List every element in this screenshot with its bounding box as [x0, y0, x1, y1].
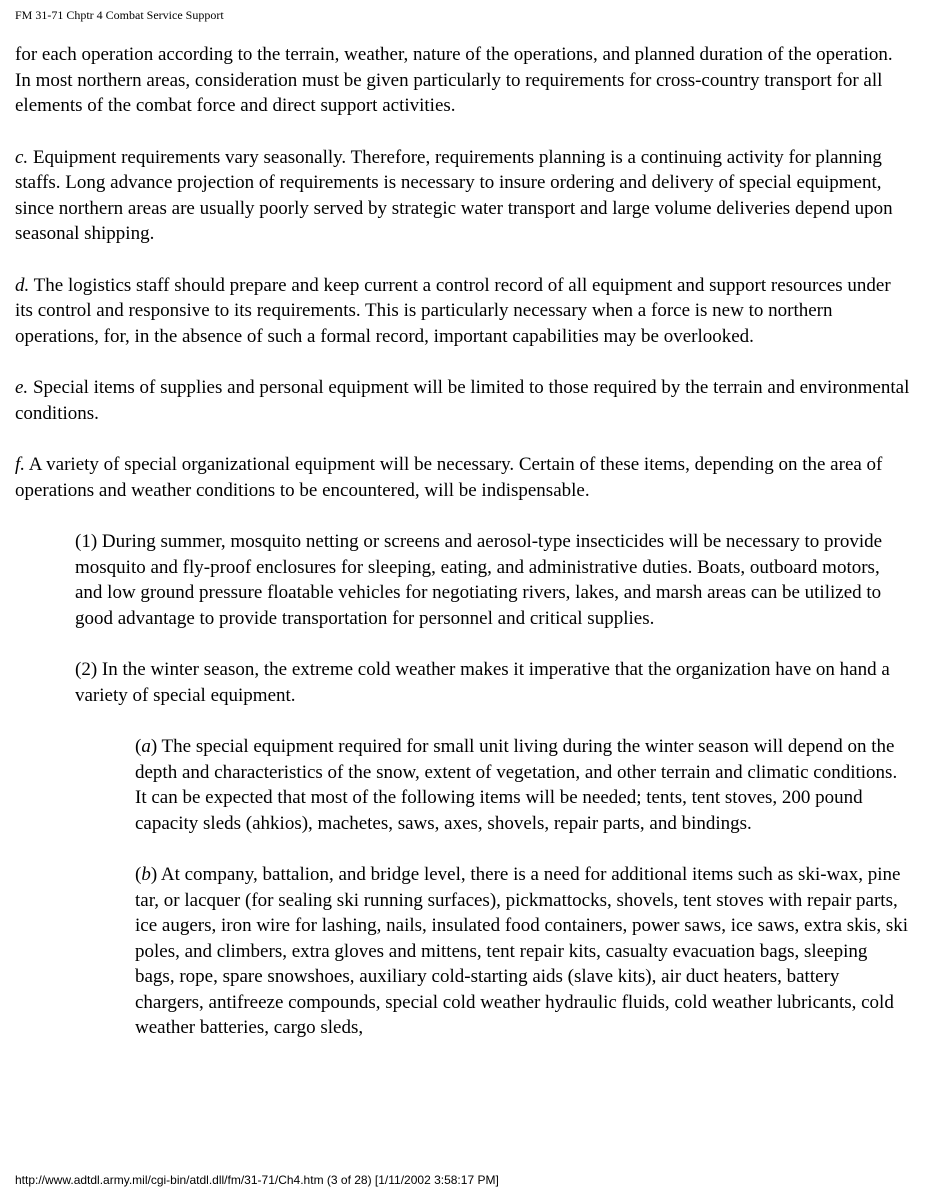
- paragraph-marker: b: [141, 864, 151, 885]
- paragraph-text: ) At company, battalion, and bridge level, there is a need for additional items such as ski-wax, pine tar, or lacquer (for sealing ski running surfaces), pickmattocks, shovels, tent stoves with repair parts, ice augers, iron wire for lashing, nails, insulated food containers, power saws, ice saws, extra skis, ski poles, and climbers, extra gloves and mittens, tent repair kits, casualty evacuation bags, sleeping bags, rope, spare snowshoes, auxiliary cold-starting aids (slave kits), air duct heaters, battery chargers, antifreeze compounds, special cold weather hydraulic fluids, cold weather lubricants, cold weather batteries, cargo sleds,: [135, 864, 908, 1038]
- paragraph-marker: e.: [15, 377, 29, 398]
- page-header: FM 31-71 Chptr 4 Combat Service Support: [15, 8, 224, 22]
- paragraph-marker: d.: [15, 274, 30, 296]
- paragraph-text: A variety of special organizational equipment will be necessary. Certain of these items, depending on the area of operations and weather conditions to be encountered, will be indispensable.: [15, 454, 883, 501]
- paragraph-text: (1) During summer, mosquito netting or screens and aerosol-type insecticides will be necessary to provide mosquito and fly-proof enclosures for sleeping, eating, and administrative duties. Boats, outboard motors, and low ground pressure floatable vehicles for negotiating rivers, lakes, and marsh areas can be utilized to good advantage to provide transportation for personnel and critical supplies.: [75, 531, 883, 629]
- paragraph-marker: c.: [15, 146, 29, 168]
- paragraph-e: [15, 375, 911, 426]
- paragraph-f-2-a: [135, 734, 911, 836]
- paragraph-f-1: [75, 529, 911, 631]
- paragraph-text: The logistics staff should prepare and keep current a control record of all equipment and support resources under its control and responsive to its requirements. This is particularly necessary when a force is new to northern operations, for, in the absence of such a formal record, important capabilities may be overlooked.: [15, 274, 891, 347]
- paragraph-text: ) The special equipment required for small unit living during the winter season will depend on the depth and characteristics of the snow, extent of vegetation, and other terrain and climatic conditions. It can be expected that most of the following items will be needed; tents, tent stoves, 200 pound capacity sleds (ahkios), machetes, saws, axes, shovels, repair parts, and bindings.: [135, 736, 898, 834]
- paragraph-f-2: [75, 657, 911, 708]
- paragraph-f: [15, 452, 911, 503]
- document-body: [15, 42, 911, 1041]
- paragraph-d: [15, 273, 911, 350]
- paragraph-text: Special items of supplies and personal equipment will be limited to those required by the terrain and environmental conditions.: [15, 377, 910, 424]
- paragraph-marker: f.: [15, 454, 26, 475]
- paragraph-c: [15, 145, 911, 247]
- paragraph-marker: a: [141, 736, 151, 757]
- page-footer-url: http://www.adtdl.army.mil/cgi-bin/atdl.dll/fm/31-71/Ch4.htm (3 of 28) [1/11/2002 3:58:17 PM]: [15, 1173, 499, 1187]
- paragraph-prefix: (: [135, 736, 142, 757]
- paragraph-prefix: (: [135, 864, 142, 885]
- paragraph-text: (2) In the winter season, the extreme cold weather makes it imperative that the organization have on hand a variety of special equipment.: [75, 659, 890, 706]
- paragraph-text: for each operation according to the terrain, weather, nature of the operations, and planned duration of the operation. In most northern areas, consideration must be given particularly to requirements for cross-country transport for all elements of the combat force and direct support activities.: [15, 44, 893, 116]
- paragraph-text: Equipment requirements vary seasonally. Therefore, requirements planning is a continuing activity for planning staffs. Long advance projection of requirements is necessary to insure ordering and delivery of special equipment, since northern areas are usually poorly served by strategic water transport and large volume deliveries depend upon seasonal shipping.: [15, 146, 893, 244]
- paragraph-continued: [15, 42, 911, 119]
- paragraph-f-2-b: [135, 862, 911, 1041]
